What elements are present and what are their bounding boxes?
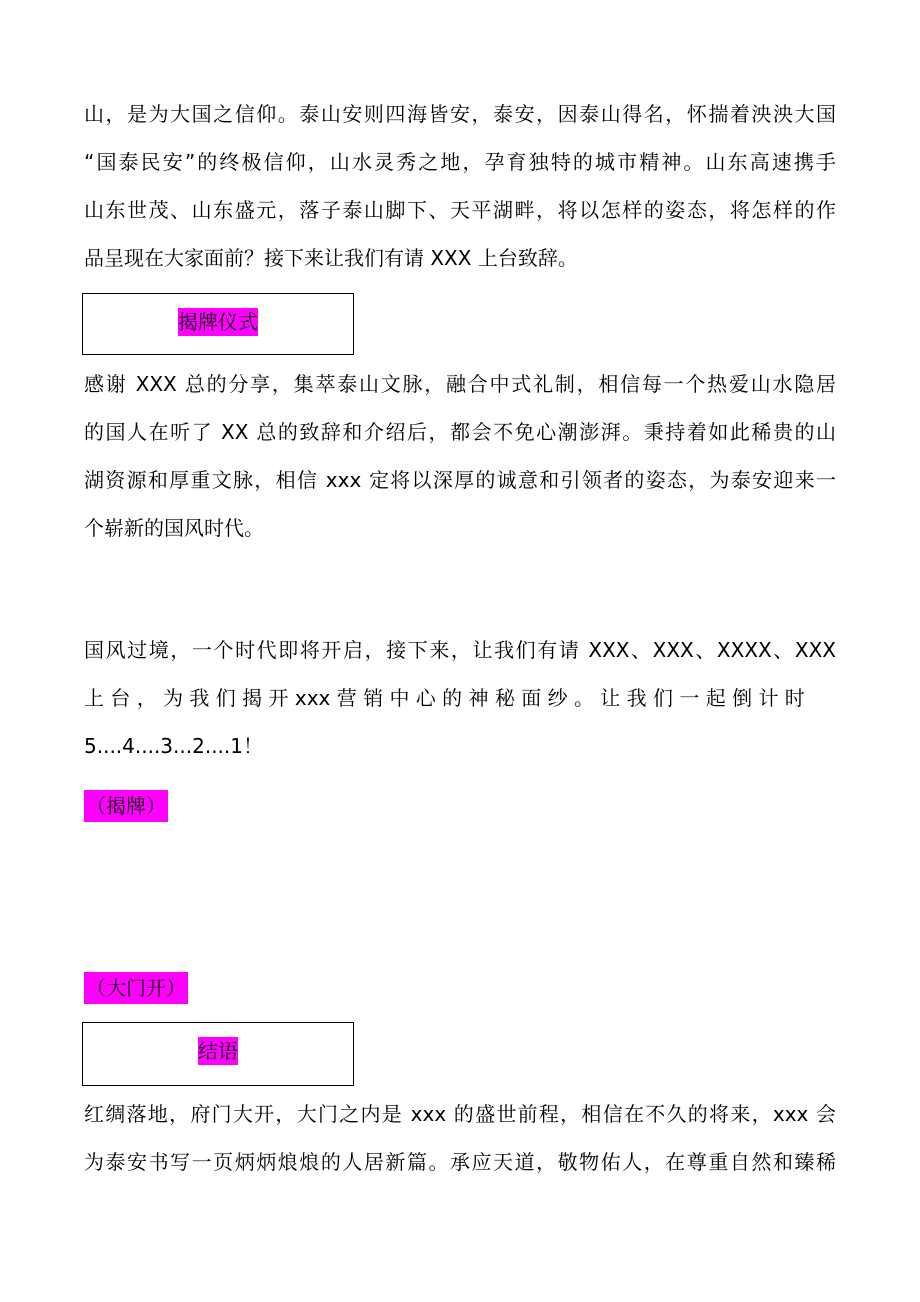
section-box-closing	[82, 1022, 354, 1086]
thanks-line-4: 个崭新的国风时代。	[84, 516, 264, 540]
cue-gate-open: （大门开）	[84, 972, 188, 1004]
section-box-unveiling	[82, 293, 354, 355]
section-title-closing-text: 结语	[198, 1039, 238, 1063]
section-title-unveiling	[83, 308, 353, 336]
thanks-line-2: 的国人在听了 XX 总的致辞和介绍后，都会不免心潮澎湃。秉持着如此稀贵的山	[84, 420, 836, 444]
invite-line-2: 上 台 ， 为 我 们 揭 开 xxx 营 销 中 心 的 神 秘 面 纱 。 让 我 们 一 起 倒 计 时	[84, 686, 805, 710]
invite-line-3: 5....4....3...2....1！	[84, 734, 263, 758]
section-title-unveiling-text: 揭牌仪式	[178, 310, 258, 334]
section-title-closing	[83, 1037, 353, 1065]
thanks-line-1: 感谢 XXX 总的分享，集萃泰山文脉，融合中式礼制，相信每一个热爱山水隐居	[84, 372, 836, 396]
intro-line-2: “国泰民安”的终极信仰，山水灵秀之地，孕育独特的城市精神。山东高速携手	[84, 150, 836, 174]
intro-line-3: 山东世茂、山东盛元，落子泰山脚下、天平湖畔，将以怎样的姿态，将怎样的作	[84, 198, 836, 222]
closing-line-1: 红绸落地，府门大开，大门之内是 xxx 的盛世前程，相信在不久的将来，xxx 会	[84, 1102, 836, 1126]
closing-line-2: 为泰安书写一页炳炳烺烺的人居新篇。承应天道，敬物佑人，在尊重自然和臻稀	[84, 1150, 836, 1174]
intro-line-4: 品呈现在大家面前？接下来让我们有请 XXX 上台致辞。	[84, 246, 578, 270]
thanks-line-3: 湖资源和厚重文脉，相信 xxx 定将以深厚的诚意和引领者的姿态，为泰安迎来一	[84, 468, 836, 492]
invite-line-1: 国风过境，一个时代即将开启，接下来，让我们有请 XXX、XXX、XXXX、XXX	[84, 638, 836, 662]
cue-unveil: （揭牌）	[84, 790, 168, 822]
intro-line-1: 山，是为大国之信仰。泰山安则四海皆安，泰安，因泰山得名，怀揣着泱泱大国	[84, 102, 836, 126]
